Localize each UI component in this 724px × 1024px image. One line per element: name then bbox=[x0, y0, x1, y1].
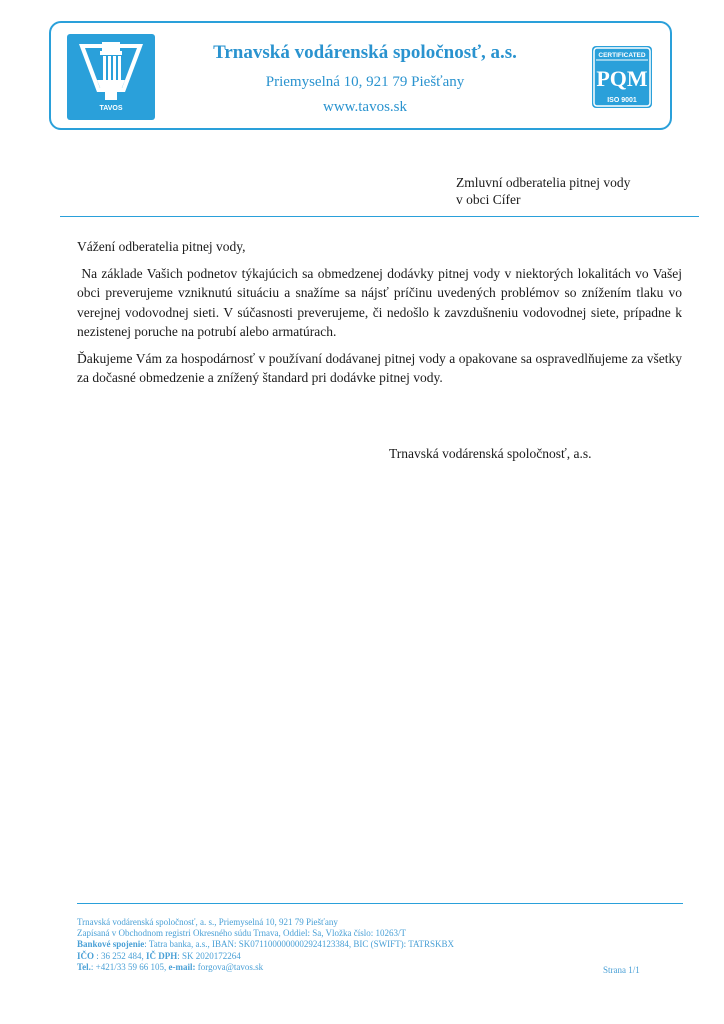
ico-label: IČO bbox=[77, 950, 95, 961]
tavos-logo-icon bbox=[67, 34, 155, 120]
footer-ids-line bbox=[77, 951, 577, 962]
paragraph-2: Ďakujeme Vám za hospodárnosť v používaní dodávanej pitnej vody a opakovane sa ospravedlňujeme za všetky za dočasné obmedzenie a znížený štandard pri dodávke pitnej vody. bbox=[77, 350, 682, 385]
letter-body bbox=[77, 237, 686, 395]
signature: Trnavská vodárenská spoločnosť, a.s. bbox=[389, 446, 592, 461]
ico-value: : 36 252 484, bbox=[94, 950, 147, 961]
company-name: Trnavská vodárenská spoločnosť, a.s. bbox=[213, 42, 517, 63]
email-label: e-mail: bbox=[168, 961, 196, 972]
footer-divider bbox=[77, 903, 683, 904]
footer-company-line: Trnavská vodárenská spoločnosť, a. s., Priemyselná 10, 921 79 Piešťany bbox=[77, 917, 338, 927]
recipient-line-2: v obci Cífer bbox=[456, 192, 521, 207]
company-address: Priemyselná 10, 921 79 Piešťany bbox=[265, 74, 465, 90]
header-divider bbox=[60, 216, 699, 217]
cert-top-text: CERTIFICATED bbox=[598, 52, 646, 59]
page-number: Strana 1/1 bbox=[603, 965, 640, 975]
logo-text: TAVOS bbox=[99, 105, 123, 112]
recipient-address bbox=[456, 174, 630, 208]
paragraph-1: Na základe Vašich podnetov týkajúcich sa obmedzenej dodávky pitnej vody v niektorých lokalitách vo Vašej obci preverujeme vzniknutú situáciu a snažíme sa nájsť príčinu uvedených problémov so znížením tlaku vo verejnej vodovodnej sieti. V súčasnosti preverujeme, či nedošlo k zavzdušneniu vodovodnej siete, prípadne k nezistenej poruche na potrubí alebo armatúrach. bbox=[77, 265, 686, 339]
dic-value: : SK 2020172264 bbox=[177, 950, 241, 961]
dic-label: IČ DPH bbox=[146, 950, 178, 961]
footer-bank-line bbox=[77, 939, 577, 950]
bank-value: : Tatra banka, a.s., IBAN: SK0711000000002924123384, BIC (SWIFT): TATRSKBX bbox=[144, 939, 454, 950]
footer-contact-line bbox=[77, 962, 577, 973]
tel-label: Tel. bbox=[77, 961, 91, 972]
email-value[interactable]: forgova@tavos.sk bbox=[195, 961, 264, 972]
cert-bottom-text: ISO 9001 bbox=[607, 97, 637, 104]
salutation: Vážení odberatelia pitnej vody, bbox=[77, 239, 246, 254]
pqm-certificate-icon bbox=[592, 46, 652, 108]
company-website[interactable]: www.tavos.sk bbox=[322, 99, 408, 115]
footer bbox=[77, 917, 577, 973]
recipient-line-1: Zmluvní odberatelia pitnej vody bbox=[456, 175, 631, 190]
cert-mark: PQM bbox=[596, 66, 648, 91]
tel-value: : +421/33 59 66 105, bbox=[90, 961, 169, 972]
footer-registry-line: Zapísaná v Obchodnom registri Okresného súdu Trnava, Oddiel: Sa, Vložka číslo: 10263/T bbox=[77, 928, 407, 939]
bank-label: Bankové spojenie bbox=[77, 939, 145, 950]
